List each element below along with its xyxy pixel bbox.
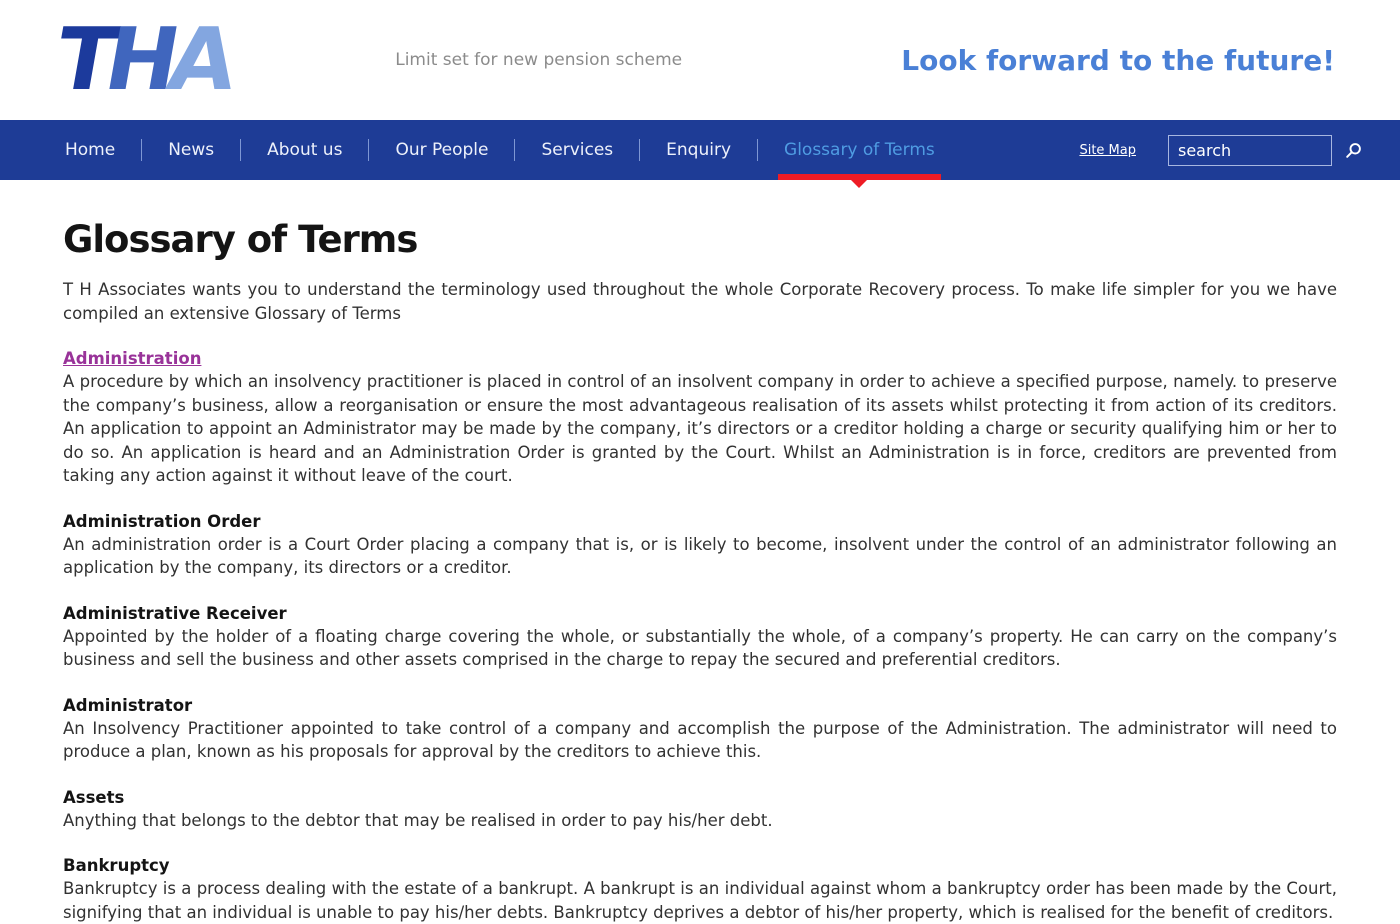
glossary-entry — [63, 603, 1337, 672]
nav-item-glossary-of-terms[interactable] — [758, 120, 961, 180]
glossary-definition: An Insolvency Practitioner appointed to take control of a company and accomplish the purpose of the Administration. The administrator will need to produce a plan, known as his proposals for approval by the creditors to achieve this. — [63, 718, 1337, 761]
glossary-term-link[interactable]: Administration — [63, 349, 202, 368]
glossary-term: Assets — [63, 787, 125, 807]
nav-item-label: News — [168, 140, 215, 160]
logo-letter-t: T — [48, 10, 116, 110]
intro-paragraph: T H Associates wants you to understand the terminology used throughout the whole Corporate Recovery process. To make life simpler for you we have compiled an extensive Glossary of Terms — [63, 280, 1337, 323]
glossary-entry — [63, 511, 1337, 580]
header-slogan: Look forward to the future! — [901, 43, 1335, 77]
nav-item-enquiry[interactable] — [640, 120, 757, 180]
glossary-term: Administrative Receiver — [63, 603, 287, 623]
glossary-term: Administrator — [63, 695, 193, 715]
main-navbar — [0, 120, 1400, 180]
glossary-term: Bankruptcy — [63, 856, 170, 875]
glossary-definition: A procedure by which an insolvency practitioner is placed in control of an insolvent company in order to achieve a specified purpose, namely. to preserve the company’s business, allow a reorganisation or ensure the most advantageous realisation of its assets whilst protecting it from action of its creditors. An application to appoint an Administrator may be made by the company, it’s directors or a creditor holding a charge or security qualifying him or her to do so. An application is heard and an Administration Order is granted by the Court. Whilst an Administration is in force, creditors are prevented from taking any action against it without leave of the court. — [63, 372, 1337, 485]
search-input[interactable] — [1168, 135, 1332, 166]
glossary-entry — [63, 695, 1337, 764]
page-title: Glossary of Terms — [63, 218, 418, 261]
nav-items — [39, 120, 961, 180]
tha-logo[interactable] — [48, 10, 237, 110]
nav-item-label: Glossary of Terms — [784, 140, 935, 160]
glossary-definition: Bankruptcy is a process dealing with the estate of a bankrupt. A bankrupt is an individual against whom a bankruptcy order has been made by the Court, signifying that an individual is unable to pay his/her debts. Bankruptcy deprives a debtor of his/her property, which is realised for the benefit of creditors. — [63, 879, 1337, 922]
nav-item-home[interactable] — [39, 120, 141, 180]
nav-item-label: Home — [65, 140, 116, 160]
glossary-entry — [63, 348, 1337, 488]
nav-item-news[interactable] — [142, 120, 240, 180]
nav-item-label: Our People — [395, 140, 489, 160]
glossary-definition: Anything that belongs to the debtor that may be realised in order to pay his/her debt. — [63, 810, 773, 830]
main-content — [0, 180, 1400, 924]
glossary-definition: An administration order is a Court Order placing a company that is, or is likely to become, insolvent under the control of an administrator following an application by the company, its directors or a creditor. — [63, 534, 1337, 577]
nav-item-label: Services — [541, 140, 614, 160]
search-icon[interactable] — [1345, 142, 1362, 159]
nav-item-about-us[interactable] — [241, 120, 368, 180]
glossary-entry — [63, 787, 1337, 833]
logo-letter-a: A — [160, 10, 237, 110]
nav-item-our-people[interactable] — [369, 120, 514, 180]
nav-item-services[interactable] — [515, 120, 639, 180]
nav-item-label: About us — [267, 140, 343, 160]
glossary-entries — [63, 348, 1337, 924]
page-header — [0, 0, 1400, 120]
logo-letter-h: H — [97, 10, 179, 110]
header-tagline: Limit set for new pension scheme — [395, 50, 683, 70]
glossary-entry — [63, 855, 1337, 924]
nav-item-label: Enquiry — [666, 140, 732, 160]
glossary-term: Administration Order — [63, 511, 261, 531]
site-map-link[interactable]: Site Map — [1079, 142, 1136, 158]
glossary-definition: Appointed by the holder of a floating charge covering the whole, or substantially the whole, of a company’s property. He can carry on the company’s business and sell the business and other assets comprised in the charge to repay the secured and preferential creditors. — [63, 626, 1337, 669]
